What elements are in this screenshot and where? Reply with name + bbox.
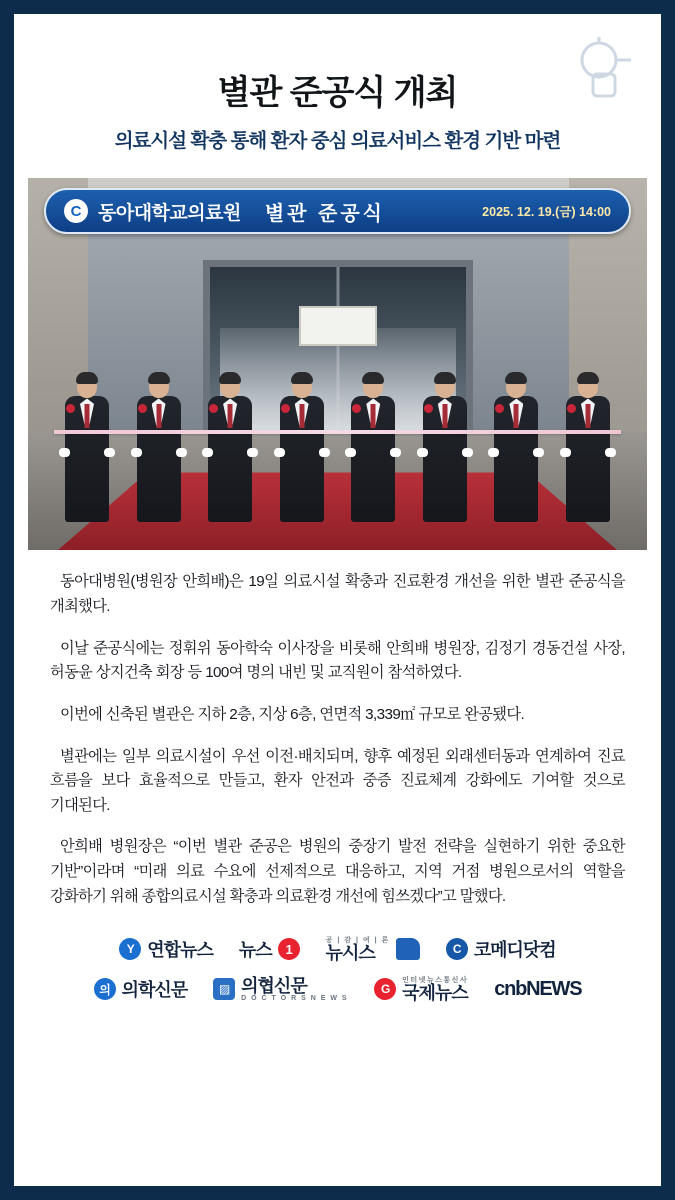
header bbox=[28, 28, 647, 178]
article-paragraph: 이날 준공식에는 정휘위 동아학숙 이사장을 비롯해 안희배 병원장, 김정기 경동건설 사장, 허동윤 상지건축 회장 등 100여 명의 내빈 및 교직원이 참석하였다. bbox=[50, 639, 625, 682]
yonhap-mark-icon: Y bbox=[119, 938, 141, 960]
banner-organization: 동아대학교의료원 bbox=[98, 202, 241, 224]
dau-medical-center-logo-icon: C bbox=[64, 199, 88, 223]
press-logo-row-2 bbox=[48, 976, 627, 1002]
banner-datetime: 2025. 12. 19.(금) 14:00 bbox=[482, 205, 611, 220]
press-logo-label: 연합뉴스 bbox=[147, 940, 213, 961]
press-logo-bosa bbox=[94, 976, 188, 1002]
press-logo-row-1 bbox=[48, 936, 627, 962]
press-logo-label: cnbNEWS bbox=[494, 977, 582, 1000]
page-subtitle: 의료시설 확충 통해 환자 중심 의료서비스 환경 기반 마련 bbox=[114, 130, 561, 153]
card-inner bbox=[28, 28, 647, 1172]
entrance-sign bbox=[299, 306, 377, 346]
press-logo-kormedi bbox=[446, 936, 556, 962]
article-paragraph: 동아대병원(병원장 안희배)은 19일 의료시설 확충과 진료환경 개선을 위한 별관 준공식을 개최했다. bbox=[50, 573, 625, 616]
attendee bbox=[344, 374, 402, 522]
press-logo-news1 bbox=[239, 936, 300, 962]
attendee bbox=[487, 374, 545, 522]
attendee bbox=[58, 374, 116, 522]
ceremony-ribbon bbox=[54, 430, 621, 434]
attendee bbox=[416, 374, 474, 522]
news1-number-icon: 1 bbox=[278, 938, 300, 960]
article-paragraph: 안희배 병원장은 “이번 별관 준공은 병원의 중장기 발전 전략을 실현하기 위한 중요한 기반”이라며 “미래 의료 수요에 선제적으로 대응하고, 지역 거점 병원으로서의 역할을 강화하기 위해 종합의료시설 확충과 의료환경 개선에 힘쓰겠다”고 말했다. bbox=[50, 838, 625, 905]
ceremony-photo bbox=[28, 178, 647, 550]
attendee bbox=[130, 374, 188, 522]
press-logo-doctorsnews bbox=[213, 977, 348, 1002]
press-logo-kukjenews bbox=[374, 977, 468, 1002]
press-logo-cnbnews bbox=[494, 978, 581, 1001]
attendee bbox=[559, 374, 617, 522]
press-logo-yonhap bbox=[119, 936, 213, 962]
attendees-row bbox=[58, 364, 617, 522]
page-title: 별관 준공식 개최 bbox=[217, 74, 458, 112]
ceremony-banner bbox=[44, 188, 631, 234]
doctorsnews-mark-icon: ▨ bbox=[213, 978, 235, 1000]
press-logo-newsis bbox=[326, 937, 420, 962]
press-logo-label: 국제뉴스 bbox=[402, 982, 468, 1003]
bosa-mark-icon: 의 bbox=[94, 978, 116, 1000]
press-logo-label: 뉴스 bbox=[238, 940, 272, 961]
kukjenews-tagline: 인터넷뉴스통신사 bbox=[402, 976, 469, 984]
newsis-mark-icon bbox=[396, 938, 420, 960]
banner-event: 별관 준공식 bbox=[264, 202, 386, 225]
article-body bbox=[28, 550, 647, 930]
kukjenews-mark-icon: G bbox=[374, 978, 396, 1000]
newsis-tagline: 공 | 감 | 여 | 론 bbox=[325, 936, 390, 944]
press-logo-label: 코메디닷컴 bbox=[473, 940, 556, 961]
attendee bbox=[273, 374, 331, 522]
decorative-corner-icon bbox=[559, 34, 633, 108]
attendee bbox=[201, 374, 259, 522]
kormedi-mark-icon: C bbox=[446, 938, 468, 960]
press-logo-label: 뉴시스 bbox=[325, 942, 375, 963]
press-logo-label: 의협신문 bbox=[241, 975, 307, 996]
article-paragraph: 이번에 신축된 별관은 지하 2층, 지상 6층, 연면적 3,339㎡ 규모로 완공됐다. bbox=[60, 705, 525, 723]
press-logo-label: 의학신문 bbox=[121, 980, 188, 1001]
article-paragraph: 별관에는 일부 의료시설이 우선 이전·배치되며, 향후 예정된 외래센터동과 연계하여 진료 흐름을 보다 효율적으로 만들고, 환자 안전과 중증 진료체계 강화에도 기여할 것으로 기대된다. bbox=[50, 747, 625, 814]
doctorsnews-tagline: D O C T O R S N E W S bbox=[241, 994, 349, 1002]
press-logos bbox=[28, 930, 647, 1026]
